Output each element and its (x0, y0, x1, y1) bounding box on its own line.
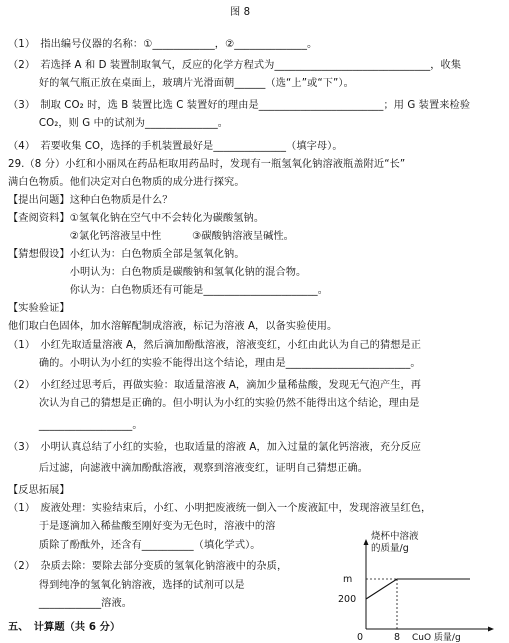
text-line: __________________。 (8, 420, 143, 431)
text-line: （4） 若要收集 CO，选择的手机装置最好是______________（填字母）。 (8, 141, 343, 152)
y-tick-label-200: 200 (338, 594, 357, 605)
y-tick-label-m: m (343, 574, 353, 585)
y-axis-title-unit: 的质量/g (371, 543, 409, 554)
text-line: 质除了酚酞外，还含有__________（填化学式）。 (8, 540, 261, 551)
text-line: （3） 制取 CO₂ 时，选 B 装置比选 C 装置好的理由是________________________；用 G 装置来检验 (8, 100, 471, 111)
y-axis-arrow (364, 539, 369, 545)
text-line: （2） 若选择 A 和 D 装置制取氧气，反应的化学方程式为______________________________，收集 (8, 60, 462, 71)
text-line: （3） 小明认真总结了小红的实验，也取适量的溶液 A，加入过量的氯化钙溶液，充分反应 (8, 442, 422, 453)
solution-mass-graph (338, 529, 497, 643)
text-line: 次认为自己的猜想是正确的。但小明认为小红的实验仍然不能得出这个结论，理由是 (8, 398, 420, 409)
text-line: （1） 小红先取适量溶液 A，然后滴加酚酞溶液，溶液变红，小红由此认为自己的猜想是正 (8, 340, 422, 351)
text-line: 满白色物质。他们决定对白色物质的成分进行探究。 (8, 177, 245, 188)
text-line: ②氯化钙溶液呈中性 ③碳酸钠溶液呈碱性。 (8, 231, 294, 242)
text-line: （2） 小红经过思考后，再做实验：取适量溶液 A，滴加少量稀盐酸，发现无气泡产生，再 (8, 380, 422, 391)
text-line: 【提出问题】这种白色物质是什么？ (8, 195, 173, 206)
text-line: 得到纯净的氢氧化钠溶液，选择的试剂可以是 (8, 580, 245, 591)
text-line: （2） 杂质去除：要除去部分变质的氢氧化钠溶液中的杂质， (8, 561, 288, 572)
figure-caption: 图 8 (230, 7, 251, 18)
text-line: 小明认为：白色物质是碳酸钠和氢氧化钠的混合物。 (8, 267, 307, 278)
x-axis-arrow (488, 627, 494, 632)
x-tick-label-8: 8 (394, 632, 401, 643)
text-line: 你认为：白色物质还有可能是______________________。 (8, 285, 329, 296)
text-line: 好的氧气瓶正放在桌面上，玻璃片光滑面朝______（选“上”或“下”）。 (8, 78, 354, 89)
text-line: 29.（8 分）小红和小丽凤在药品柜取用药品时，发现有一瓶氢氧化钠溶液瓶盖附近“长” (8, 159, 406, 170)
y-axis-title: 烧杯中溶液 (371, 531, 419, 542)
text-line: 于是逐滴加入稀盐酸至刚好变为无色时，溶液中的溶 (8, 521, 276, 532)
origin-label: 0 (357, 632, 364, 643)
mass-curve (366, 579, 470, 599)
text-line: 【实验验证】 (8, 303, 70, 314)
section-heading: 五、 计算题（共 6 分） (8, 622, 121, 633)
text-line: （1） 指出编号仪器的名称：①____________，②______________。 (8, 39, 318, 50)
text-line: ____________溶液。 (8, 598, 133, 609)
text-line: 【猜想假设】小红认为：白色物质全部是氢氧化钠。 (8, 249, 245, 260)
text-line: 确的。小明认为小红的实验不能得出这个结论，理由是________________________。 (8, 358, 421, 369)
text-line: 他们取白色固体，加水溶解配制成溶液，标记为溶液 A，以备实验使用。 (8, 321, 338, 332)
text-line: 【反思拓展】 (8, 485, 70, 496)
text-line: 后过滤，向滤液中滴加酚酞溶液，观察到溶液变红，证明自己猜想正确。 (8, 463, 369, 474)
text-line: 【查阅资料】①氢氧化钠在空气中不会转化为碳酸氢钠。 (8, 213, 265, 224)
text-line: （1） 废液处理：实验结束后，小红、小明把废液统一倒入一个废液缸中，发现溶液呈红色， (8, 503, 432, 514)
x-axis-title: CuO 质量/g (412, 633, 461, 643)
text-line: CO₂，则 G 中的试剂为______________。 (8, 118, 229, 129)
